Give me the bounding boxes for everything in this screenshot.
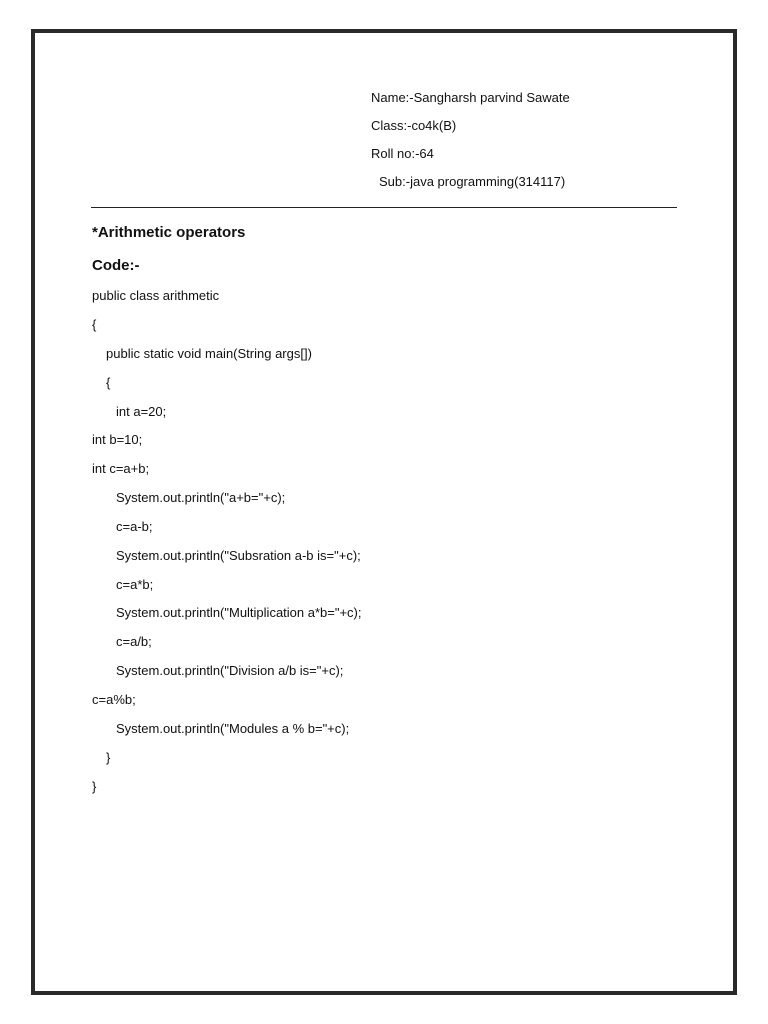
roll-number: Roll no:-64 [371,146,434,161]
code-line: public static void main(String args[]) [106,346,312,361]
student-name: Name:-Sangharsh parvind Sawate [371,90,570,105]
subject: Sub:-java programming(314117) [379,174,566,189]
code-line: int b=10; [92,432,143,447]
code-line: } [106,750,111,765]
code-line: } [92,779,97,794]
code-line: int c=a+b; [92,461,150,476]
section-title: *Arithmetic operators [92,224,246,241]
code-line: c=a/b; [116,634,152,649]
code-line: System.out.println("Multiplication a*b="+c); [116,605,362,620]
horizontal-rule [91,207,677,208]
student-class: Class:-co4k(B) [371,118,457,133]
code-line: { [92,317,97,332]
code-line: c=a%b; [92,692,136,707]
code-line: int a=20; [116,404,167,419]
code-line: System.out.println("Subsration a-b is="+c); [116,548,361,563]
code-line: System.out.println("Division a/b is="+c); [116,663,344,678]
code-line: System.out.println("Modules a % b="+c); [116,721,350,736]
code-line: c=a*b; [116,577,154,592]
code-line: c=a-b; [116,519,153,534]
code-line: public class arithmetic [92,288,220,303]
code-line: System.out.println("a+b="+c); [116,490,286,505]
code-line: { [106,375,111,390]
code-label: Code:- [92,257,140,274]
student-info [0,0,768,210]
